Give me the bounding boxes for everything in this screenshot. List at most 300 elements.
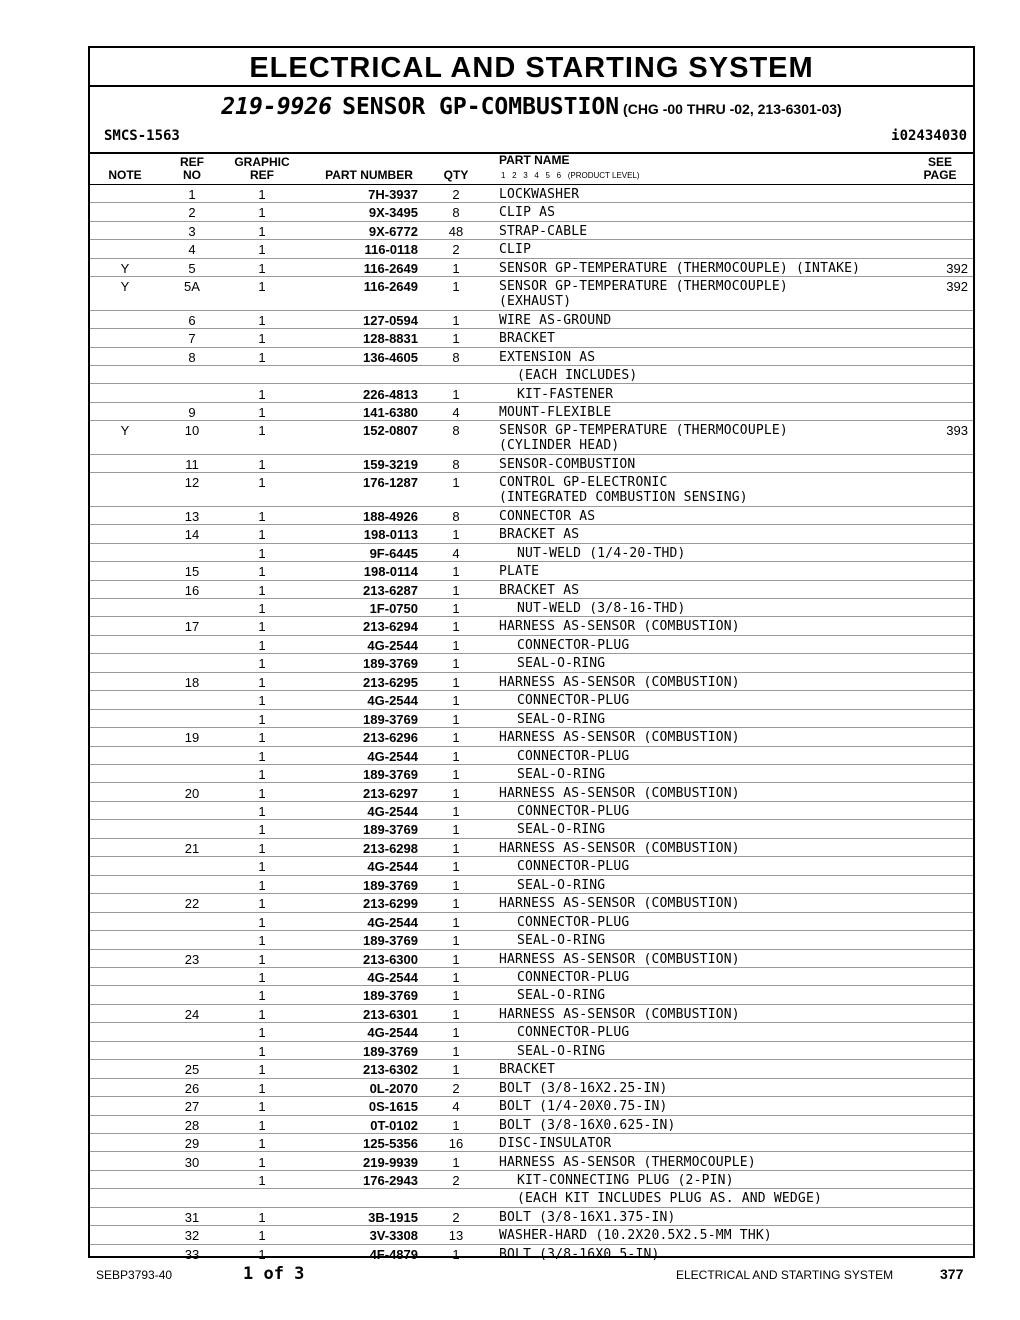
ref-no-cell: 16 (184, 582, 200, 598)
part-name-line: BOLT (1/4-20X0.75-IN) (499, 1099, 668, 1115)
part-name-line: CONNECTOR-PLUG (517, 859, 630, 875)
graphic-ref-cell: 1 (258, 386, 266, 402)
part-name-cell (499, 896, 740, 911)
qty-cell: 1 (452, 988, 460, 1004)
qty-cell: 4 (452, 545, 460, 561)
qty-cell: 1 (452, 803, 460, 819)
qty-cell: 1 (452, 1062, 460, 1078)
graphic-ref-cell: 1 (258, 223, 266, 239)
part-name-cell (499, 1210, 676, 1225)
table-row (90, 1116, 973, 1134)
part-name-line: CLIP AS (499, 205, 556, 221)
ref-no-cell: 27 (184, 1099, 200, 1115)
qty-cell: 1 (452, 1246, 460, 1262)
graphic-ref-cell: 1 (258, 349, 266, 365)
qty-cell: 1 (452, 933, 460, 949)
qty-cell: 1 (452, 822, 460, 838)
part-name-line: BOLT (3/8-16X0.5-IN) (499, 1246, 660, 1262)
part-number-cell: 127-0594 (363, 312, 418, 328)
graphic-ref-cell: 1 (258, 1228, 266, 1244)
note-cell: Y (120, 423, 130, 439)
graphic-ref-cell: 1 (258, 674, 266, 690)
table-row (90, 1060, 973, 1078)
part-name-line-2: (INTEGRATED COMBUSTION SENSING) (499, 490, 748, 506)
col-graphic-bottom: REF (250, 168, 274, 182)
table-row (90, 931, 973, 949)
part-name-cell (499, 804, 629, 819)
qty-cell: 4 (452, 404, 460, 420)
table-row (90, 673, 973, 691)
part-name-line: BOLT (3/8-16X1.375-IN) (499, 1209, 676, 1225)
qty-cell: 1 (452, 767, 460, 783)
part-name-line-2: (CYLINDER HEAD) (499, 438, 620, 454)
table-row (90, 185, 973, 203)
part-name-cell (499, 1099, 668, 1114)
part-name-cell (499, 1247, 660, 1262)
table-row (90, 581, 973, 599)
table-row (90, 473, 973, 506)
part-number-cell: 189-3769 (363, 767, 418, 783)
part-name-line: SENSOR GP-TEMPERATURE (THERMOCOUPLE) (499, 423, 788, 439)
qty-cell: 1 (452, 656, 460, 672)
part-name-line: STRAP-CABLE (499, 223, 588, 239)
part-name-line: SENSOR GP-TEMPERATURE (THERMOCOUPLE) (499, 279, 788, 295)
ref-no-cell: 15 (184, 564, 200, 580)
graphic-ref-cell: 1 (258, 896, 266, 912)
table-row (90, 403, 973, 421)
part-number-cell: 0S-1615 (368, 1099, 418, 1115)
graphic-ref-cell: 1 (258, 601, 266, 616)
graphic-ref-cell: 1 (258, 404, 266, 420)
part-name-cell (499, 331, 555, 346)
part-name-cell (499, 405, 611, 420)
part-number-cell: 136-4605 (363, 349, 418, 365)
graphic-ref-cell: 1 (258, 1172, 266, 1188)
part-number-cell: 0T-0102 (370, 1117, 418, 1133)
col-part-name: PART NAME (499, 153, 570, 167)
table-row (90, 1208, 973, 1226)
part-name-line: CONTROL GP-ELECTRONIC (499, 475, 668, 491)
part-name-cell (499, 656, 605, 671)
ref-no-cell: 20 (184, 785, 200, 801)
part-name-cell (499, 564, 539, 579)
part-name-cell (499, 1191, 822, 1206)
ref-no-cell: 12 (184, 475, 200, 491)
part-name-line: CONNECTOR AS (499, 508, 596, 524)
graphic-ref-cell: 1 (258, 1136, 266, 1152)
part-name-cell (499, 1155, 756, 1170)
part-name-line: HARNESS AS-SENSOR (THERMOCOUPLE) (499, 1154, 756, 1170)
part-number-cell: 176-2943 (363, 1172, 418, 1188)
ref-no-cell: 18 (184, 674, 200, 690)
graphic-ref-cell: 1 (258, 242, 266, 258)
ref-no-cell: 8 (188, 349, 196, 365)
part-name-line: BRACKET AS (499, 527, 580, 543)
qty-cell: 1 (452, 601, 460, 616)
table-row (90, 385, 973, 403)
col-note: NOTE (108, 168, 142, 182)
part-name-line: HARNESS AS-SENSOR (COMBUSTION) (499, 730, 740, 746)
part-number-cell: 4G-2544 (367, 970, 418, 985)
ref-no-cell: 3 (188, 223, 196, 239)
part-name-line: (EACH KIT INCLUDES PLUG AS. AND WEDGE) (517, 1191, 823, 1207)
part-number-cell: 198-0114 (363, 564, 418, 580)
qty-cell: 1 (452, 582, 460, 598)
part-name-cell (499, 242, 531, 257)
part-name-cell (499, 841, 740, 856)
col-qty: QTY (443, 168, 469, 182)
part-number-cell: 3V-3308 (369, 1228, 418, 1244)
qty-cell: 1 (452, 1043, 460, 1059)
part-number-cell: 116-2649 (363, 279, 418, 295)
part-number-cell: 226-4813 (363, 386, 418, 402)
qty-cell: 1 (452, 693, 460, 709)
qty-cell: 1 (452, 527, 460, 543)
part-number-cell: 125-5356 (363, 1136, 418, 1152)
qty-cell: 2 (452, 1209, 460, 1225)
part-name-cell (499, 475, 748, 505)
illustration-id: i02434030 (891, 128, 967, 144)
part-number-cell: 189-3769 (363, 656, 418, 672)
part-number-cell: 213-6297 (363, 785, 418, 801)
part-name-cell (499, 187, 579, 202)
table-row (90, 562, 973, 580)
part-number-cell: 213-6287 (363, 582, 418, 598)
graphic-ref-cell: 1 (258, 822, 266, 838)
note-cell: Y (120, 279, 130, 295)
qty-cell: 1 (452, 914, 460, 930)
table-row (90, 894, 973, 912)
qty-cell: 4 (452, 1099, 460, 1115)
part-name-line: SEAL-O-RING (517, 1043, 606, 1059)
qty-cell: 1 (452, 748, 460, 764)
part-name-cell (499, 749, 629, 764)
group-code: 219-9926 (221, 94, 333, 120)
ref-no-cell: 5A (184, 279, 200, 295)
table-row (90, 857, 973, 875)
graphic-ref-cell: 1 (258, 564, 266, 580)
col-see-top: SEE (927, 155, 952, 169)
table-row (90, 654, 973, 672)
ref-no-cell: 26 (184, 1080, 200, 1096)
graphic-ref-cell: 1 (258, 785, 266, 801)
table-row (90, 366, 973, 384)
part-name-cell (499, 509, 595, 524)
part-name-line: SENSOR-COMBUSTION (499, 456, 636, 472)
part-number-cell: 9X-3495 (368, 205, 418, 221)
part-name-cell (499, 952, 740, 967)
group-heading (90, 90, 973, 124)
part-name-line: EXTENSION AS (499, 349, 596, 365)
part-name-line: HARNESS AS-SENSOR (COMBUSTION) (499, 674, 740, 690)
graphic-ref-cell: 1 (258, 527, 266, 543)
part-name-cell (499, 205, 555, 220)
part-name-cell (499, 601, 686, 616)
part-number-cell: 189-3769 (363, 711, 418, 727)
part-name-line: KIT-CONNECTING PLUG (2-PIN) (517, 1172, 734, 1188)
graphic-ref-cell: 1 (258, 279, 266, 295)
part-name-line: BOLT (3/8-16X2.25-IN) (499, 1080, 668, 1096)
ref-no-cell: 33 (184, 1246, 200, 1262)
table-row (90, 1079, 973, 1097)
part-number-cell: 7H-3937 (368, 187, 418, 202)
graphic-ref-cell: 1 (258, 656, 266, 672)
table-row (90, 329, 973, 347)
part-number-cell: 152-0807 (363, 423, 418, 439)
part-name-cell (499, 1118, 676, 1133)
table-row (90, 1226, 973, 1244)
table-row (90, 525, 973, 543)
part-name-cell (499, 675, 740, 690)
part-name-line: SEAL-O-RING (517, 988, 606, 1004)
graphic-ref-cell: 1 (258, 877, 266, 893)
graphic-ref-cell: 1 (258, 637, 266, 653)
ref-no-cell: 2 (188, 205, 196, 221)
part-name-line: SENSOR GP-TEMPERATURE (THERMOCOUPLE) (INTAKE) (499, 260, 861, 276)
part-name-line: CONNECTOR-PLUG (517, 803, 630, 819)
ref-no-cell: 13 (184, 508, 200, 524)
ref-no-cell: 21 (184, 840, 200, 856)
part-name-cell (499, 350, 595, 365)
part-number-cell: 141-6380 (363, 404, 418, 420)
table-row (90, 1134, 973, 1152)
ref-no-cell: 30 (184, 1154, 200, 1170)
qty-cell: 1 (452, 840, 460, 856)
part-name-line: SEAL-O-RING (517, 877, 606, 893)
part-name-line: LOCKWASHER (499, 187, 580, 202)
part-name-cell (499, 1081, 668, 1096)
graphic-ref-cell: 1 (258, 187, 266, 202)
table-row (90, 203, 973, 221)
graphic-ref-cell: 1 (258, 1006, 266, 1022)
group-applicability: (CHG -00 THRU -02, 213-6301-03) (623, 101, 842, 117)
part-number-cell: 213-6295 (363, 674, 418, 690)
part-name-line: MOUNT-FLEXIBLE (499, 404, 612, 420)
part-name-cell (499, 1007, 740, 1022)
table-row (90, 455, 973, 473)
graphic-ref-cell: 1 (258, 1080, 266, 1096)
qty-cell: 1 (452, 877, 460, 893)
part-name-cell (499, 1228, 772, 1243)
part-name-line: CONNECTOR-PLUG (517, 970, 630, 985)
qty-cell: 1 (452, 859, 460, 875)
col-ref-bottom: NO (183, 168, 201, 182)
part-number-cell: 176-1287 (363, 475, 418, 491)
graphic-ref-cell: 1 (258, 205, 266, 221)
part-name-line: HARNESS AS-SENSOR (COMBUSTION) (499, 840, 740, 856)
part-name-cell (499, 279, 788, 309)
part-name-cell (499, 859, 629, 874)
part-name-cell (499, 261, 860, 276)
table-row (90, 728, 973, 746)
see-page-cell: 392 (946, 279, 968, 295)
table-row (90, 968, 973, 986)
part-number-cell: 189-3769 (363, 877, 418, 893)
see-page-cell: 392 (946, 260, 968, 276)
table-row (90, 1005, 973, 1023)
part-number-cell: 4G-2544 (367, 914, 418, 930)
part-name-line: CONNECTOR-PLUG (517, 748, 630, 764)
part-name-cell (499, 970, 629, 985)
part-number-cell: 189-3769 (363, 822, 418, 838)
table-row (90, 421, 973, 454)
table-row (90, 1153, 973, 1171)
graphic-ref-cell: 1 (258, 312, 266, 328)
ref-no-cell: 14 (184, 527, 200, 543)
table-row (90, 1171, 973, 1189)
qty-cell: 1 (452, 475, 460, 491)
part-name-line: CONNECTOR-PLUG (517, 637, 630, 653)
part-name-line: HARNESS AS-SENSOR (COMBUSTION) (499, 785, 740, 801)
document-frame (88, 46, 975, 1262)
part-number-cell: 219-9939 (363, 1154, 418, 1170)
table-row (90, 544, 973, 562)
graphic-ref-cell: 1 (258, 331, 266, 347)
ref-no-cell: 7 (188, 331, 196, 347)
graphic-ref-cell: 1 (258, 767, 266, 783)
col-graphic-top: GRAPHIC (234, 155, 290, 169)
graphic-ref-cell: 1 (258, 475, 266, 491)
qty-cell: 8 (452, 205, 460, 221)
part-name-line: BRACKET (499, 331, 556, 347)
qty-cell: 2 (452, 242, 460, 258)
part-name-line: SEAL-O-RING (517, 767, 606, 783)
graphic-ref-cell: 1 (258, 914, 266, 930)
table-row (90, 1245, 973, 1262)
title-divider (90, 85, 973, 87)
part-number-cell: 0L-2070 (369, 1080, 418, 1096)
ref-no-cell: 22 (184, 896, 200, 912)
part-number-cell: 116-2649 (363, 260, 418, 276)
qty-cell: 1 (452, 1006, 460, 1022)
part-number-cell: 198-0113 (363, 527, 418, 543)
part-name-cell (499, 933, 605, 948)
qty-cell: 1 (452, 785, 460, 801)
table-row (90, 311, 973, 329)
part-number-cell: 189-3769 (363, 1043, 418, 1059)
qty-cell: 1 (452, 951, 460, 967)
part-name-cell (499, 822, 605, 837)
part-number-cell: 4G-2544 (367, 637, 418, 653)
qty-cell: 1 (452, 1025, 460, 1041)
qty-cell: 1 (452, 386, 460, 402)
col-part-number: PART NUMBER (325, 168, 413, 182)
part-name-line: SEAL-O-RING (517, 656, 606, 672)
part-name-cell (499, 988, 605, 1003)
part-name-line: (EACH INCLUDES) (517, 368, 638, 384)
part-name-line: SEAL-O-RING (517, 711, 606, 727)
part-number-cell: 9F-6445 (369, 545, 418, 561)
part-name-cell (499, 767, 605, 782)
table-row (90, 599, 973, 617)
table-row (90, 617, 973, 635)
part-number-cell: 116-0118 (364, 242, 418, 258)
part-name-line: NUT-WELD (1/4-20-THD) (517, 545, 686, 561)
qty-cell: 1 (452, 312, 460, 328)
graphic-ref-cell: 1 (258, 619, 266, 635)
ref-no-cell: 23 (184, 951, 200, 967)
qty-cell: 1 (452, 637, 460, 653)
part-name-line: SEAL-O-RING (517, 822, 606, 838)
table-row (90, 348, 973, 366)
table-row (90, 240, 973, 258)
graphic-ref-cell: 1 (258, 1117, 266, 1133)
part-name-cell (499, 583, 579, 598)
graphic-ref-cell: 1 (258, 1246, 266, 1262)
part-name-cell (499, 457, 635, 472)
graphic-ref-cell: 1 (258, 970, 266, 985)
qty-cell: 1 (452, 674, 460, 690)
part-name-cell (499, 527, 579, 542)
graphic-ref-cell: 1 (258, 1025, 266, 1041)
ref-no-cell: 10 (184, 423, 200, 439)
part-name-cell (499, 878, 605, 893)
ref-no-cell: 24 (184, 1006, 200, 1022)
graphic-ref-cell: 1 (258, 803, 266, 819)
footer-section: ELECTRICAL AND STARTING SYSTEM (676, 1268, 894, 1282)
part-name-line: PLATE (499, 564, 540, 580)
graphic-ref-cell: 1 (258, 1099, 266, 1115)
part-name-line: CLIP (499, 242, 532, 258)
part-name-cell (499, 224, 587, 239)
graphic-ref-cell: 1 (258, 1043, 266, 1059)
part-name-cell (499, 546, 686, 561)
qty-cell: 2 (452, 187, 460, 202)
ref-no-cell: 6 (188, 312, 196, 328)
qty-cell: 8 (452, 456, 460, 472)
graphic-ref-cell: 1 (258, 508, 266, 524)
qty-cell: 1 (452, 1154, 460, 1170)
part-name-cell (499, 387, 613, 402)
ref-no-cell: 28 (184, 1117, 200, 1133)
part-number-cell: 4G-2544 (367, 803, 418, 819)
part-name-line: HARNESS AS-SENSOR (COMBUSTION) (499, 896, 740, 912)
part-number-cell: 4F-4879 (369, 1246, 418, 1262)
table-row (90, 986, 973, 1004)
graphic-ref-cell: 1 (258, 693, 266, 709)
part-name-cell (499, 1136, 611, 1151)
part-name-line: HARNESS AS-SENSOR (COMBUSTION) (499, 951, 740, 967)
table-row (90, 710, 973, 728)
part-name-cell (499, 1062, 555, 1077)
qty-cell: 8 (452, 508, 460, 524)
ref-no-cell: 31 (184, 1209, 200, 1225)
table-row (90, 839, 973, 857)
part-number-cell: 213-6301 (363, 1006, 418, 1022)
graphic-ref-cell: 1 (258, 545, 266, 561)
part-name-cell (499, 693, 629, 708)
ref-no-cell: 11 (185, 456, 199, 472)
part-number-cell: 213-6294 (363, 619, 418, 635)
qty-cell: 1 (452, 730, 460, 746)
table-row (90, 876, 973, 894)
qty-cell: 1 (452, 279, 460, 295)
ref-no-cell: 17 (184, 619, 200, 635)
ref-no-cell: 32 (184, 1228, 200, 1244)
graphic-ref-cell: 1 (258, 1209, 266, 1225)
part-name-line: WASHER-HARD (10.2X20.5X2.5-MM THK) (499, 1228, 772, 1244)
smcs-code: SMCS-1563 (104, 128, 180, 144)
part-name-line: BOLT (3/8-16X0.625-IN) (499, 1117, 676, 1133)
graphic-ref-cell: 1 (258, 1154, 266, 1170)
part-number-cell: 4G-2544 (367, 1025, 418, 1041)
ref-no-cell: 9 (188, 404, 196, 420)
qty-cell: 13 (448, 1228, 464, 1244)
footer-doc-number: SEBP3793-40 (96, 1268, 173, 1282)
part-number-cell: 188-4926 (363, 508, 418, 524)
table-row (90, 222, 973, 240)
group-name: SENSOR GP-COMBUSTION (342, 94, 620, 120)
